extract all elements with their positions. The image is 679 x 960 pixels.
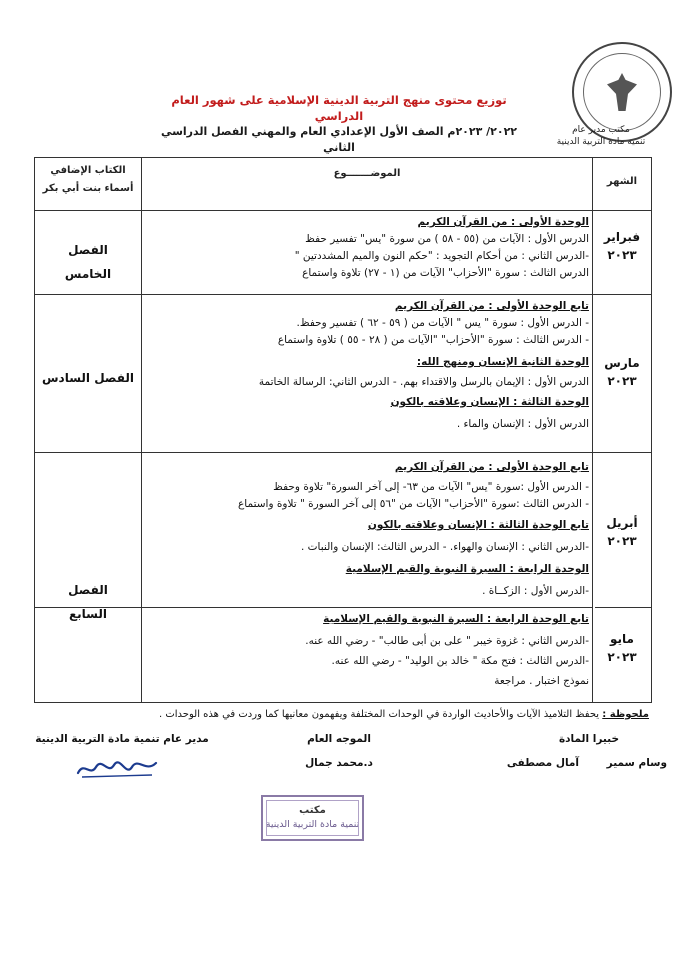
row-divider-feb <box>35 294 651 295</box>
topic-line: - الدرس الثالث :سورة "الأحزاب" الآيات من "٥٦ إلى آخر السورة " تلاوة واستماع <box>238 498 589 510</box>
book-chapter-seventh <box>38 578 138 626</box>
header-divider <box>35 210 651 211</box>
topic-line: الدرس الثالث : سورة "الأحزاب" الآيات من (١ - ٢٧) تلاوة واستماع <box>302 267 589 279</box>
eagle-emblem-icon <box>607 73 637 111</box>
month-year: ٢٠٢٣ <box>607 650 637 664</box>
topic-line: -الدرس الثاني : الإنسان والهواء. - الدرس الثالث: الإنسان والنبات . <box>300 541 589 553</box>
month-year: ٢٠٢٣ <box>607 534 637 548</box>
month-name: أبريل <box>606 516 638 530</box>
month-name: فبراير <box>603 230 641 244</box>
topic-line: الدرس الأول : الإيمان بالرسل والاقتداء بهم. - الدرس الثاني: الرسالة الخاتمة <box>258 376 589 388</box>
topic-line: تابع الوحدة الثالثة : الإنسان وعلاقته بالكون <box>367 519 589 531</box>
topic-line: - الدرس الثالث : سورة "الأحزاب" "الآيات من ( ٢٨ - ٥٥ ) تلاوة واستماع <box>277 334 589 346</box>
month-march <box>593 354 651 390</box>
month-year: ٢٠٢٣ <box>607 374 637 388</box>
topic-line: الوحدة الثالثة : الإنسان وعلاقته بالكون <box>390 396 589 408</box>
topic-line: تابع الوحدة الأولى : من القرآن الكريم <box>394 461 589 473</box>
book-chapter-label: الفصل <box>68 243 108 257</box>
office-line-2: تنمية مادة التربية الدينية <box>556 137 646 147</box>
month-may <box>593 630 651 666</box>
header-book-line-2: أسماء بنت أبي بكر <box>42 183 134 194</box>
office-caption <box>531 124 671 148</box>
topic-line: الدرس الأول : الآيات من (٥٥ - ٥٨ ) من سورة "يس" تفسير حفظ <box>305 233 589 245</box>
stamp-inner-border <box>266 800 359 836</box>
topic-line: -الدرس الثاني : غزوة خيبر " على بن أبى طالب" - رضي الله عنه. <box>305 635 589 647</box>
book-chapter-fifth <box>38 238 138 286</box>
month-april <box>593 514 651 550</box>
month-name: مارس <box>604 356 640 370</box>
topic-line: -الدرس الثاني : من أحكام التجويد : "حكم النون والميم المشددتين " <box>294 250 589 262</box>
title-line-2: ٢٠٢٢/ ٢٠٢٣م الصف الأول الإعدادي العام والمهني الفصل الدراسي الثاني <box>160 125 518 154</box>
header-topic: الموضـــــــوع <box>333 168 401 179</box>
note-text: يحفظ التلاميذ الآيات والأحاديث الواردة في الوحدات المختلفة ويفهمون معانيها كما وردت في هذه الوحدات . <box>159 709 600 720</box>
month-name: مايو <box>610 632 634 646</box>
director-title: مدير عام تنمية مادة التربية الدينية <box>35 733 209 745</box>
expert-name-1: وسام سمير <box>606 757 667 769</box>
topic-line: الوحدة الأولى : من القرآن الكريم <box>417 216 589 228</box>
topic-line: - الدرس الأول : سورة " يس " الآيات من ( ٥٩ - ٦٢ ) تفسير وحفظ. <box>296 317 589 329</box>
header-book-line-1: الكتاب الإضافي <box>50 165 126 176</box>
stamp-line-1: مكتب <box>299 805 326 816</box>
supervisor-name: د.محمد جمال <box>305 757 373 769</box>
document-title <box>149 92 529 156</box>
topic-line: الوحدة الرابعة : السيرة النبوية والقيم الإسلامية <box>345 563 589 575</box>
book-chapter-label: الفصل <box>68 583 108 597</box>
curriculum-table <box>34 157 652 703</box>
seal-inner-ring <box>583 53 661 131</box>
month-year: ٢٠٢٣ <box>607 248 637 262</box>
stamp-line-2: تنمية مادة التربية الدينية <box>265 819 360 830</box>
topic-line: تابع الوحدة الأولى : من القرآن الكريم <box>394 300 589 312</box>
topic-line: تابع الوحدة الرابعة : السيرة النبوية والقيم الإسلامية <box>323 613 589 625</box>
topic-line: - الدرس الأول :سورة "يس" الآيات من ٦٣- إلى آخر السورة" تلاوة وحفظ <box>273 481 589 493</box>
note-label: ملحوظة : <box>602 709 649 720</box>
topic-line: -الدرس الثالث : فتح مكة " خالد بن الوليد" - رضي الله عنه. <box>331 655 589 667</box>
director-signature <box>74 755 160 781</box>
row-divider-mar <box>35 452 651 453</box>
header-book <box>35 162 141 198</box>
book-chapter-number: السابع <box>68 607 108 621</box>
row-divider-apr-month <box>595 607 651 608</box>
book-chapter-sixth: الفصل السادس <box>41 371 135 385</box>
topic-line: نموذج اختبار . مراجعة <box>494 675 589 687</box>
book-column-border <box>141 158 142 702</box>
experts-title: خبيرا المادة <box>558 733 620 745</box>
title-line-1: توزيع محتوى منهج التربية الدينية الإسلامية على شهور العام الدراسي <box>171 93 507 123</box>
book-chapter-number: الخامس <box>64 267 112 281</box>
office-stamp <box>261 795 364 841</box>
topic-line: الدرس الأول : الإنسان والماء . <box>456 418 589 430</box>
footnote <box>29 709 649 720</box>
topic-line: الوحدة الثانية الإنسان ومنهج الله: <box>416 356 589 368</box>
month-february <box>593 228 651 264</box>
topic-line: -الدرس الأول : الزكــاة . <box>482 585 589 597</box>
supervisor-title: الموجه العام <box>307 733 371 745</box>
office-line-1: مكتب مدير عام <box>572 125 630 135</box>
header-month: الشهر <box>606 176 638 187</box>
expert-name-2: آمال مصطفى <box>506 757 579 769</box>
